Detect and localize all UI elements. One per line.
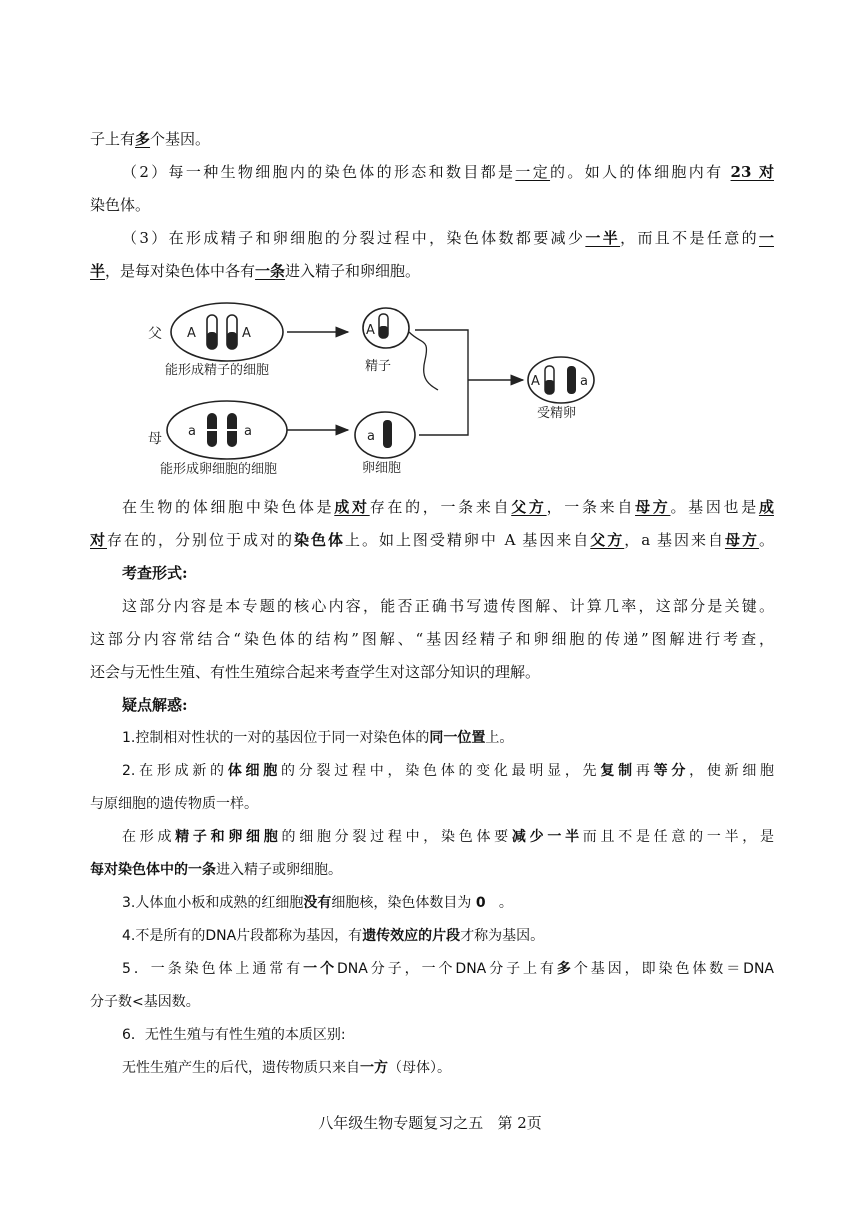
key-term: 母方 (635, 498, 671, 516)
text: 子上有 (90, 130, 136, 148)
text: （3）在形成精子和卵细胞的分裂过程中，染色体数都要减少 (122, 229, 586, 247)
text: 个基因，即染色体数＝DNA (573, 961, 774, 977)
point-2-cont: 与原细胞的遗传物质一样。 (90, 796, 258, 812)
text-line-4 (122, 228, 774, 248)
text-line-5 (90, 261, 774, 281)
chromosome-zygote-2 (567, 366, 576, 394)
key-term: 复制 (600, 763, 636, 779)
text-line-1 (90, 129, 774, 149)
text: 细胞核，染色体数目为 (331, 895, 476, 911)
key-term: 一条 (255, 262, 286, 280)
key-term: 多 (135, 130, 151, 148)
point-3 (122, 893, 774, 913)
point-2-para (122, 827, 774, 847)
text: 存在的，分别位于成对的 (107, 531, 294, 549)
text: 进入精子或卵细胞。 (216, 862, 342, 878)
zygote-label: 受精卵 (537, 406, 577, 421)
text-line-2 (122, 162, 774, 182)
text: ，a 基因来自 (624, 531, 725, 549)
key-term: 成对 (334, 498, 370, 516)
mother-label: 母 (148, 431, 162, 447)
point-5 (122, 959, 774, 979)
key-term: 同一位置 (429, 730, 486, 746)
merge-bracket (415, 330, 468, 435)
key-term: 一个 (303, 961, 338, 977)
text: （母体）。 (388, 1060, 451, 1076)
key-term: 每对染色体中的一条 (90, 862, 216, 878)
text: 4.不是所有的DNA片段都称为基因，有 (122, 928, 363, 944)
key-term: 等分 (653, 763, 690, 779)
key-term: 父方 (511, 498, 547, 516)
text: 1.控制相对性状的一对的基因位于同一对染色体的 (122, 730, 430, 746)
text: ，而且不是任意的 (620, 229, 759, 247)
key-term: 父方 (590, 531, 625, 549)
text: 3.人体血小板和成熟的红细胞 (122, 895, 304, 911)
key-term: 23 对 (730, 163, 774, 181)
text: 上。如上图受精卵中 A 基因来自 (344, 531, 591, 549)
key-term: 对 (90, 531, 107, 549)
text: 在形成 (122, 829, 176, 845)
text: ，是每对染色体中各有 (105, 262, 256, 280)
heading-exam-format: 考查形式: (122, 564, 188, 582)
text: 的分裂过程中，染色体的变化最明显，先 (281, 763, 601, 779)
mother-cell-label: 能形成卵细胞的细胞 (160, 462, 278, 477)
point-6-detail (122, 1058, 774, 1078)
allele-a-right: a (244, 424, 252, 439)
text: 5．一条染色体上通常有 (122, 961, 304, 977)
point-6: 6．无性生殖与有性生殖的本质区别: (122, 1027, 346, 1043)
text: 的。如人的体细胞内有 (550, 163, 731, 181)
point-1 (122, 728, 774, 748)
text: DNA分子，一个DNA分子上有 (337, 961, 557, 977)
key-term: 一半 (585, 229, 621, 247)
zygote-allele-A: A (531, 374, 540, 389)
father-label: 父 (148, 326, 162, 342)
key-term: 染色体 (293, 531, 345, 549)
allele-A-left: A (187, 326, 196, 341)
allele-A-right: A (242, 326, 251, 341)
point-2 (122, 761, 774, 781)
text: 个基因。 (150, 130, 211, 148)
sperm-allele: A (366, 323, 375, 338)
heading-doubts: 疑点解惑: (122, 696, 188, 714)
paragraph-line-3: 还会与无性生殖、有性生殖综合起来考查学生对这部分知识的理解。 (90, 663, 541, 681)
text: 的细胞分裂过程中，染色体要 (281, 829, 512, 845)
key-term: 精子和卵细胞 (175, 829, 282, 845)
key-term: 没有 (303, 895, 332, 911)
text-line-6 (122, 497, 774, 517)
text: （2）每一种生物细胞内的染色体的形态和数目都是 (122, 163, 516, 181)
key-term: 体细胞 (227, 763, 282, 779)
father-cell-label: 能形成精子的细胞 (165, 363, 270, 378)
text-line-3: 染色体。 (90, 196, 151, 214)
zygote-allele-a: a (580, 374, 588, 389)
allele-a-left: a (188, 424, 196, 439)
text: 。基因也是 (670, 498, 759, 516)
key-term: 母方 (724, 531, 759, 549)
text: 无性生殖产生的后代，遗传物质只来自 (122, 1060, 360, 1076)
egg-allele: a (367, 429, 375, 444)
key-term: 减少一半 (511, 829, 583, 845)
text: 进入精子和卵细胞。 (285, 262, 421, 280)
sperm-label: 精子 (365, 359, 392, 374)
text: 再 (635, 763, 654, 779)
sperm-tail (409, 332, 438, 390)
text: 在生物的体细胞中染色体是 (122, 498, 335, 516)
text-line-7 (90, 530, 774, 550)
key-term: 0 (475, 895, 486, 911)
paragraph-line-1: 这部分内容是本专题的核心内容，能否正确书写遗传图解、计算几率，这部分是关键。 (122, 597, 774, 615)
chromosome-father-2 (227, 315, 237, 349)
point-2-para-cont (90, 860, 774, 880)
key-term: 半 (90, 262, 106, 280)
text: 而且不是任意的一半，是 (582, 829, 775, 845)
page-footer: 八年级生物专题复习之五 第 2页 (318, 1114, 542, 1132)
text: ，使新细胞 (689, 763, 775, 779)
chromosome-zygote-1 (545, 366, 554, 394)
point-4 (122, 926, 774, 946)
key-term: 一方 (360, 1060, 388, 1076)
egg-label: 卵细胞 (362, 461, 402, 476)
point-5-cont: 分子数<基因数。 (90, 994, 200, 1010)
key-term: 一定 (515, 163, 551, 181)
paragraph-line-2: 这部分内容常结合“染色体的结构”图解、“基因经精子和卵细胞的传递”图解进行考查， (90, 630, 774, 648)
key-term: 成 (758, 498, 774, 516)
text: 2.在形成新的 (122, 763, 228, 779)
inheritance-diagram (130, 290, 730, 490)
key-term: 遗传效应的片段 (362, 928, 461, 944)
text: ，一条来自 (546, 498, 636, 516)
text: 。 (758, 531, 774, 549)
chromosome-mother-1 (207, 413, 217, 447)
key-term: 多 (556, 961, 574, 977)
text: 。 (485, 895, 513, 911)
chromosome-father-1 (207, 315, 217, 349)
chromosome-sperm (379, 314, 388, 338)
chromosome-egg (383, 420, 392, 448)
key-term: 一 (758, 229, 774, 247)
text: 存在的，一条来自 (369, 498, 512, 516)
text: 上。 (485, 730, 514, 746)
text: 才称为基因。 (460, 928, 545, 944)
chromosome-mother-2 (227, 413, 237, 447)
